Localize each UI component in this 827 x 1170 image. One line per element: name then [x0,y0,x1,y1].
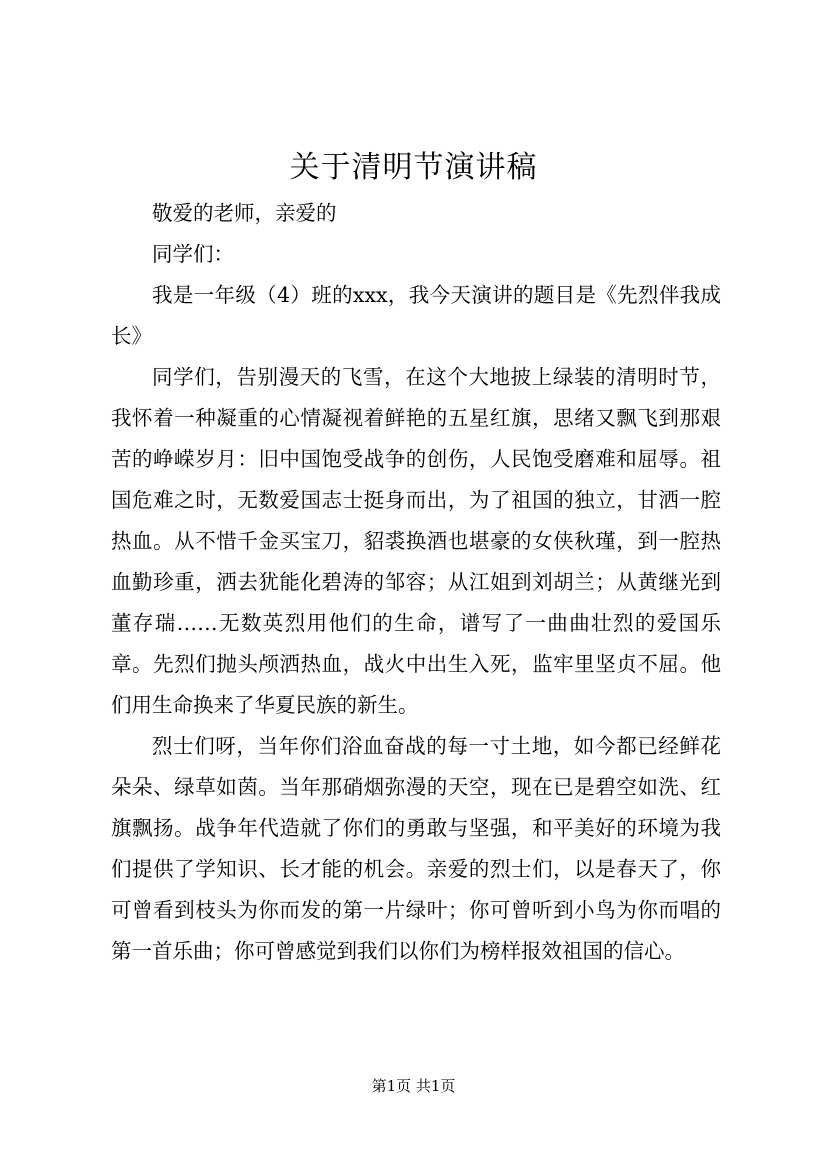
body-paragraph-1: 同学们，告别漫天的飞雪，在这个大地披上绿装的清明时节，我怀着一种凝重的心情凝视着鲜艳的五星红旗，思绪又飘飞到那艰苦的峥嵘岁月：旧中国饱受战争的创伤，人民饱受磨难和屈辱。祖国危难之时，无数爱国志士挺身而出，为了祖国的独立，甘洒一腔热血。从不惜千金买宝刀，貂裘换酒也堪豪的女侠秋瑾，到一腔热血勤珍重，洒去犹能化碧涛的邹容；从江姐到刘胡兰；从黄继光到董存瑞……无数英烈用他们的生命，谱写了一曲曲壮烈的爱国乐章。先烈们抛头颅洒热血，战火中出生入死，监牢里坚贞不屈。他们用生命换来了华夏民族的新生。 [111,365,721,717]
page-footer: 第1页 共1页 [371,1077,456,1095]
salutation-line-1: 敬爱的老师，亲爱的 [152,201,337,225]
body-paragraph-2: 烈士们呀，当年你们浴血奋战的每一寸土地，如今都已经鲜花朵朵、绿草如茵。当年那硝烟弥漫的天空，现在已是碧空如洗、红旗飘扬。战争年代造就了你们的勇敢与坚强，和平美好的环境为我们提供了学知识、长才能的机会。亲爱的烈士们，以是春天了，你可曾看到枝头为你而发的第一片绿叶；你可曾听到小鸟为你而唱的第一首乐曲；你可曾感觉到我们以你们为榜样报效祖国的信心。 [111,734,721,963]
intro-paragraph: 我是一年级（4）班的xxx，我今天演讲的题目是《先烈伴我成长》 [111,283,721,348]
document-body [111,193,721,972]
document-title: 关于清明节演讲稿 [289,150,538,185]
salutation-line-2: 同学们： [152,242,234,266]
